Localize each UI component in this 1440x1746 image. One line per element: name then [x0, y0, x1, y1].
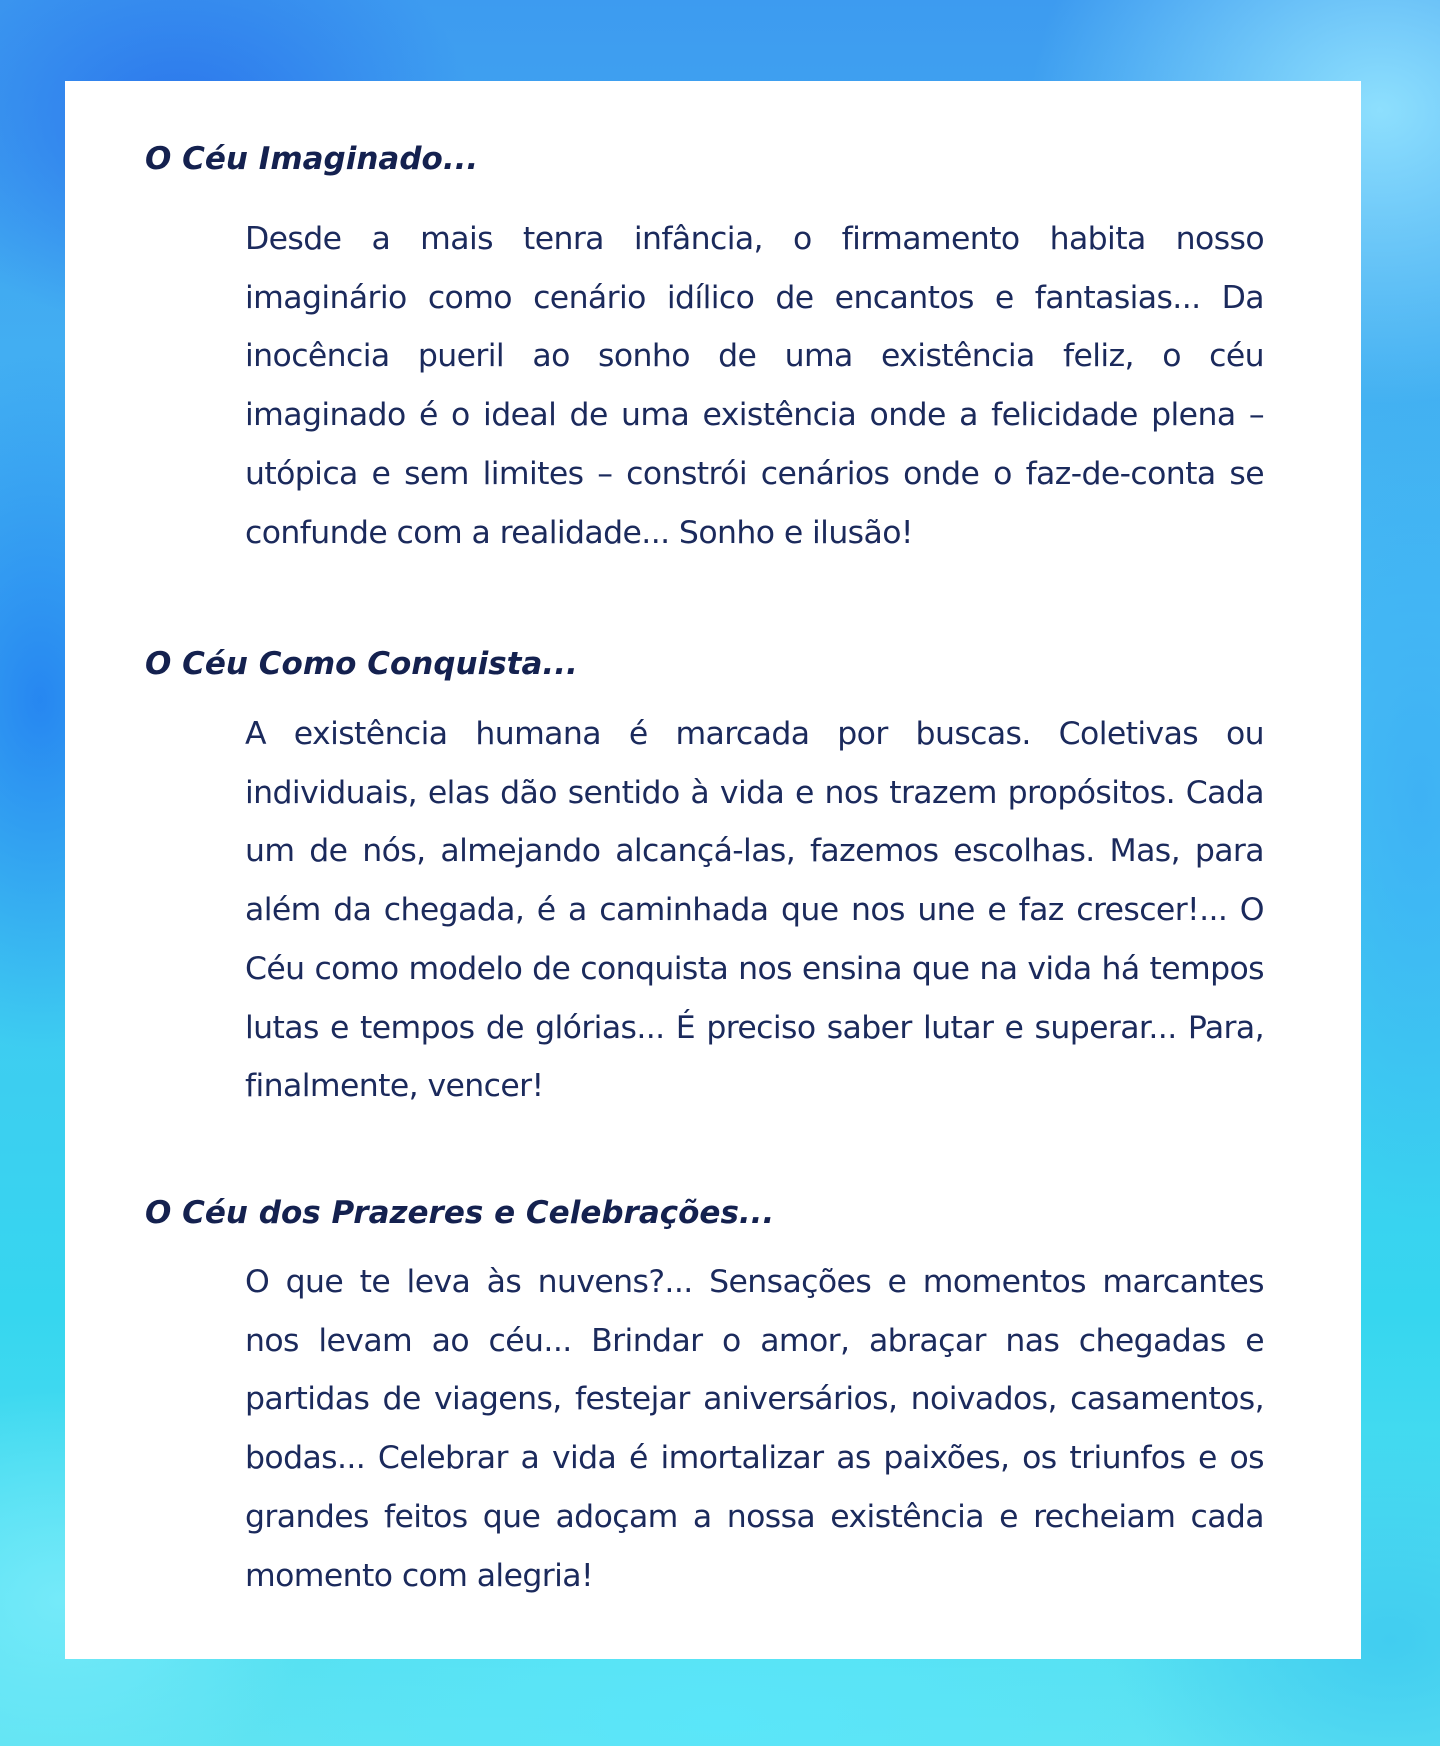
section-title-ceu-dos-prazeres: O Céu dos Prazeres e Celebrações... — [145, 1195, 775, 1231]
section-title-ceu-imaginado: O Céu Imaginado... — [145, 141, 479, 177]
section-title-ceu-como-conquista: O Céu Como Conquista... — [145, 646, 578, 682]
text-card — [65, 81, 1361, 1659]
section-body-ceu-imaginado: Desde a mais tenra infância, o firmamento habita nosso imaginário como cenário idílico de encantos e fantasias... Da inocência pueril ao sonho de uma existência feliz, o céu imaginado é o ideal de uma existência onde a felicidade plena – utópica e sem limites – constrói cenários onde o faz-de-conta se confunde com a realidade... Sonho e ilusão! — [245, 221, 1264, 551]
section-body-ceu-dos-prazeres: O que te leva às nuvens?... Sensações e momentos marcantes nos levam ao céu... Brindar o amor, abraçar nas chegadas e partidas de viagens, festejar aniversários, noivados, casamentos, bodas... Celebrar a vida é imortalizar as paixões, os triunfos e os grandes feitos que adoçam a nossa existência e recheiam cada momento com alegria! — [245, 1264, 1264, 1594]
section-body-ceu-como-conquista: A existência humana é marcada por buscas. Coletivas ou individuais, elas dão sentido à vida e nos trazem propósitos. Cada um de nós, almejando alcançá-las, fazemos escolhas. Mas, para além da chegada, é a caminhada que nos une e faz crescer!... O Céu como modelo de conquista nos ensina que na vida há tempos lutas e tempos de glórias... É preciso saber lutar e superar... Para, finalmente, vencer! — [245, 716, 1264, 1105]
